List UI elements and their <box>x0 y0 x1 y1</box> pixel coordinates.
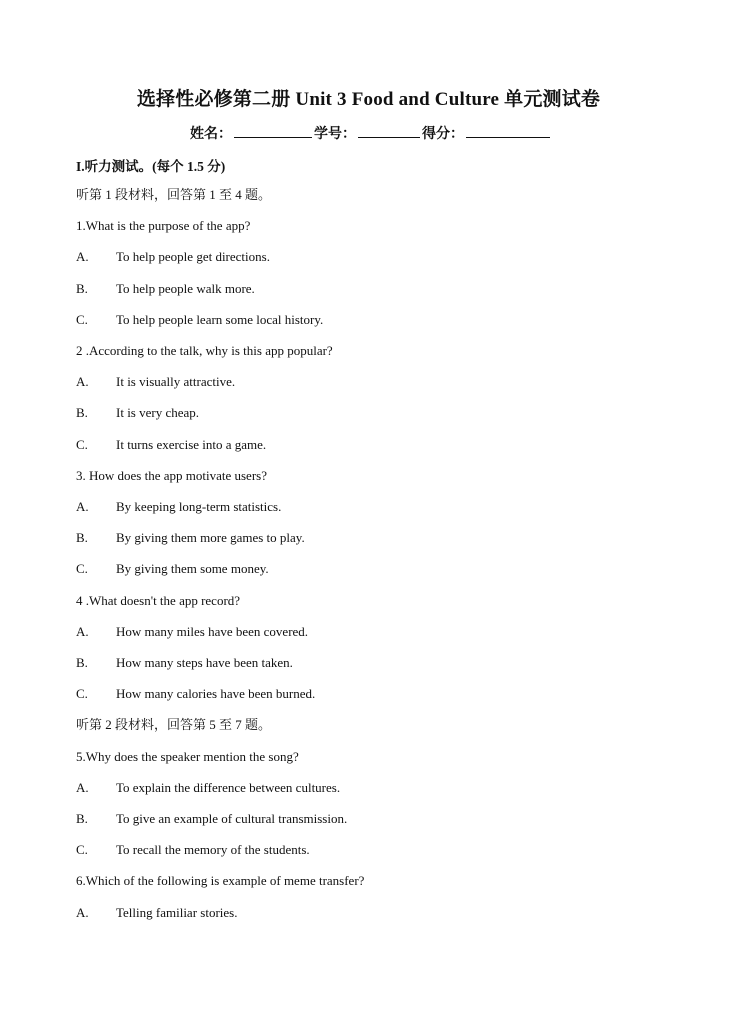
option-text: It is very cheap. <box>116 405 200 421</box>
answer-option <box>76 561 269 577</box>
option-text: To help people learn some local history. <box>116 311 324 327</box>
answer-option <box>76 437 266 453</box>
option-letter: A. <box>76 499 89 514</box>
option-letter: A. <box>76 249 89 265</box>
option-letter: A. <box>76 374 89 390</box>
answer-option <box>76 405 199 421</box>
option-text: It turns exercise into a game. <box>116 436 267 452</box>
option-letter: B. <box>76 280 88 296</box>
option-letter: C. <box>76 686 88 702</box>
option-text: To give an example of cultural transmission. <box>116 811 348 826</box>
option-letter: A. <box>76 623 89 639</box>
student-info-line <box>190 123 552 143</box>
option-text: To help people get directions. <box>116 249 270 265</box>
option-letter: A. <box>76 779 89 795</box>
id-blank[interactable] <box>358 125 420 138</box>
question-text: 听第 1 段材料，回答第 1 至 4 题。 <box>76 187 272 202</box>
answer-option <box>76 811 347 827</box>
question-text: 5.Why does the speaker mention the song? <box>76 748 299 764</box>
question-text: 1.What is the purpose of the app? <box>76 218 251 234</box>
option-text: To explain the difference between cultures. <box>116 779 341 795</box>
page-title: 选择性必修第二册 Unit 3 Food and Culture 单元测试卷 <box>136 89 601 110</box>
answer-option <box>76 624 308 640</box>
answer-option <box>76 249 270 265</box>
option-letter: B. <box>76 655 88 670</box>
question-text: 2 .According to the talk, why is this app popular? <box>76 343 333 358</box>
option-text: By giving them some money. <box>116 561 269 577</box>
answer-option <box>76 374 235 390</box>
option-letter: B. <box>76 405 88 421</box>
option-letter: C. <box>76 311 88 327</box>
option-letter: C. <box>76 561 88 577</box>
name-blank[interactable] <box>234 125 312 138</box>
option-letter: C. <box>76 842 88 858</box>
answer-option <box>76 905 237 921</box>
option-text: By giving them more games to play. <box>116 530 305 546</box>
answer-option <box>76 655 293 671</box>
question-text: 6.Which of the following is example of meme transfer? <box>76 873 365 889</box>
option-letter: B. <box>76 811 88 826</box>
option-text: How many miles have been covered. <box>116 623 309 639</box>
answer-option <box>76 780 340 796</box>
answer-option <box>76 281 255 297</box>
option-letter: A. <box>76 904 89 920</box>
answer-option <box>76 499 281 515</box>
score-blank[interactable] <box>466 125 550 138</box>
question-text: 听第 2 段材料，回答第 5 至 7 题。 <box>76 717 272 733</box>
question-text: 3. How does the app motivate users? <box>76 467 267 483</box>
option-letter: C. <box>76 436 88 452</box>
option-letter: B. <box>76 530 88 546</box>
option-text: It is visually attractive. <box>116 374 236 390</box>
id-label: 学号： <box>314 127 356 142</box>
answer-option <box>76 312 323 328</box>
option-text: To help people walk more. <box>116 280 255 296</box>
option-text: Telling familiar stories. <box>116 904 238 920</box>
option-text: How many steps have been taken. <box>116 655 293 670</box>
name-label: 姓名： <box>190 127 232 142</box>
score-label: 得分： <box>422 127 464 142</box>
option-text: By keeping long-term statistics. <box>116 499 282 514</box>
answer-option <box>76 530 305 546</box>
answer-option <box>76 842 310 858</box>
section-heading: I.听力测试。(每个 1.5 分) <box>76 159 226 174</box>
option-text: To recall the memory of the students. <box>116 842 310 858</box>
answer-option <box>76 686 315 702</box>
question-text: 4 .What doesn't the app record? <box>76 592 241 608</box>
option-text: How many calories have been burned. <box>116 686 316 702</box>
